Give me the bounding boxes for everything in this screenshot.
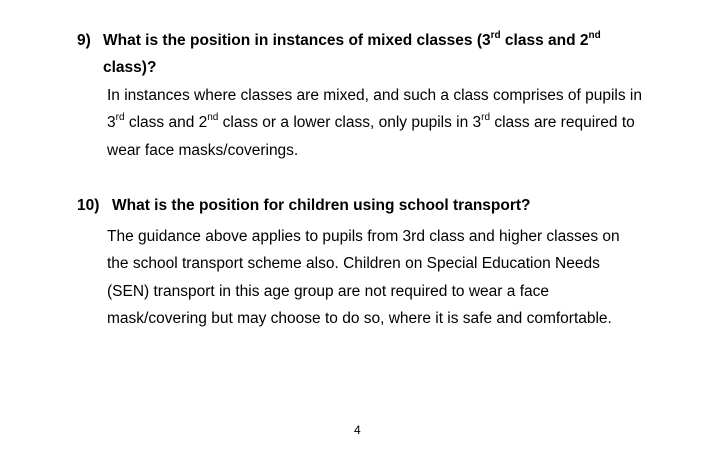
question-9-answer-line-3: wear face masks/coverings.	[107, 142, 299, 159]
question-9-answer-line-1: In instances where classes are mixed, and such a class comprises of pupils in	[107, 87, 642, 104]
question-10-answer-line-1: The guidance above applies to pupils from 3rd class and higher classes on	[107, 228, 620, 245]
question-9-number: 9)	[77, 32, 91, 49]
question-10-number: 10)	[77, 197, 100, 214]
question-10-answer-line-2: the school transport scheme also. Children on Special Education Needs	[107, 255, 600, 272]
question-9-title-line-1: What is the position in instances of mixed classes (3rd class and 2nd	[103, 29, 601, 49]
page-number: 4	[354, 423, 361, 437]
question-9-title-line-2: class)?	[103, 59, 157, 76]
question-9-answer-line-2: 3rd class and 2nd class or a lower class, only pupils in 3rd class are required to	[107, 111, 635, 131]
question-10-answer-line-4: mask/covering but may choose to do so, where it is safe and comfortable.	[107, 310, 612, 327]
question-10-title: What is the position for children using school transport?	[112, 197, 531, 214]
question-10-answer-line-3: (SEN) transport in this age group are not required to wear a face	[107, 283, 549, 300]
